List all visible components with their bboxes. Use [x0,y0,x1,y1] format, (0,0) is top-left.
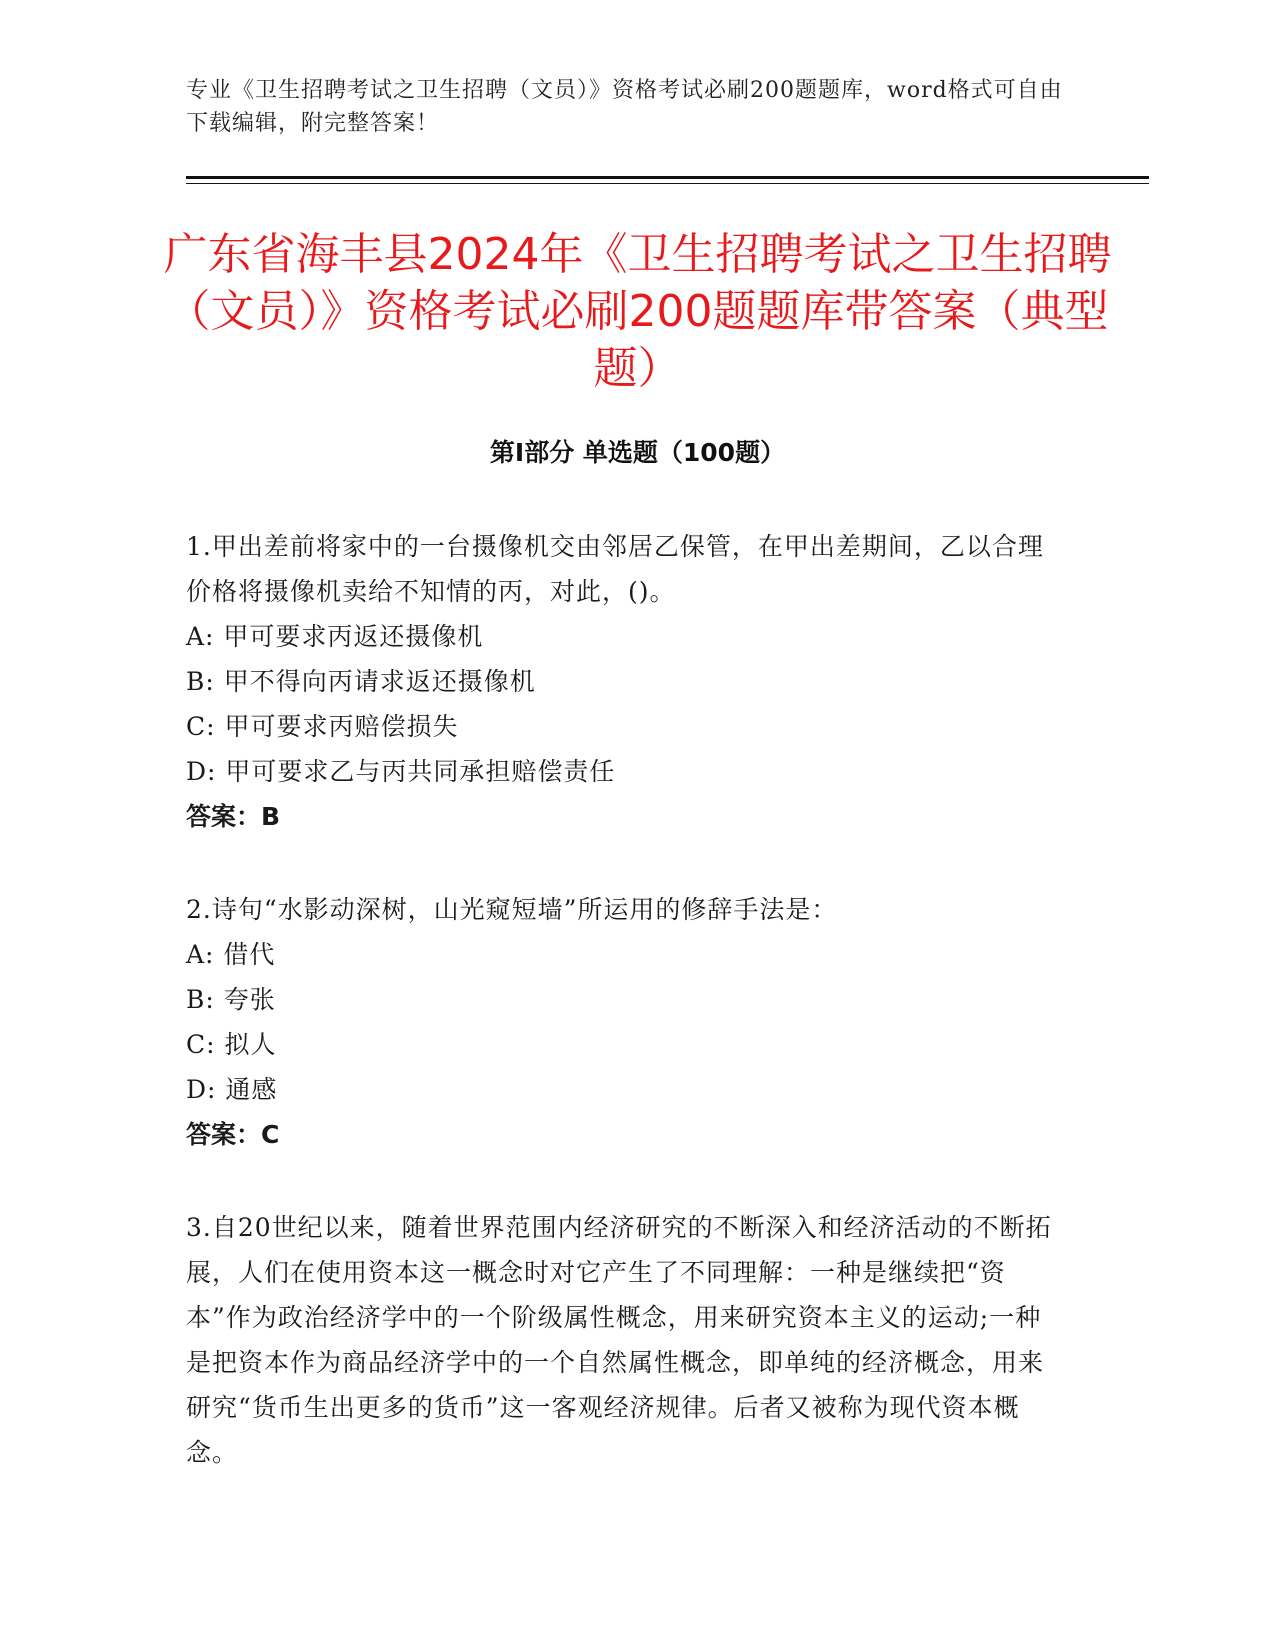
question-1 [186,524,1066,839]
answer-label: 答案：B [186,802,281,831]
header-divider-thin [186,183,1149,184]
option-d: D: 甲可要求乙与丙共同承担赔偿责任 [186,757,616,786]
document-title: 广东省海丰县2024年《卫生招聘考试之卫生招聘（文员）》资格考试必刷200题题库带答案（典型题） [163,229,1112,394]
section-heading: 第Ⅰ部分 单选题（100题） [489,438,786,467]
option-a: A: 借代 [186,940,276,969]
question-stem: 3.自20世纪以来，随着世界范围内经济研究的不断深入和经济活动的不断拓展，人们在使用资本这一概念时对它产生了不同理解：一种是继续把“资本”作为政治经济学中的一个阶级属性概念，用来研究资本主义的运动;一种是把资本作为商品经济学中的一个自然属性概念，即单纯的经济概念，用来研究“货币生出更多的货币”这一客观经济规律。后者又被称为现代资本概念。 [186,1213,1052,1467]
option-d: D: 通感 [186,1075,278,1104]
option-b: B: 甲不得向丙请求返还摄像机 [186,667,536,696]
answer-label: 答案：C [186,1120,280,1149]
header-note: 专业《卫生招聘考试之卫生招聘（文员）》资格考试必刷200题题库，word格式可自由下载编辑，附完整答案！ [186,78,1063,136]
option-b: B: 夸张 [186,985,276,1014]
question-stem: 1.甲出差前将家中的一台摄像机交由邻居乙保管，在甲出差期间，乙以合理价格将摄像机卖给不知情的丙，对此，()。 [186,532,1044,606]
question-stem: 2.诗句“水影动深树，山光窥短墙”所运用的修辞手法是： [186,895,838,924]
option-c: C: 拟人 [186,1030,277,1059]
option-a: A: 甲可要求丙返还摄像机 [186,622,484,651]
option-c: C: 甲可要求丙赔偿损失 [186,712,459,741]
question-3 [186,1205,1066,1475]
question-2 [186,887,1066,1157]
header-divider-thick [186,176,1149,179]
